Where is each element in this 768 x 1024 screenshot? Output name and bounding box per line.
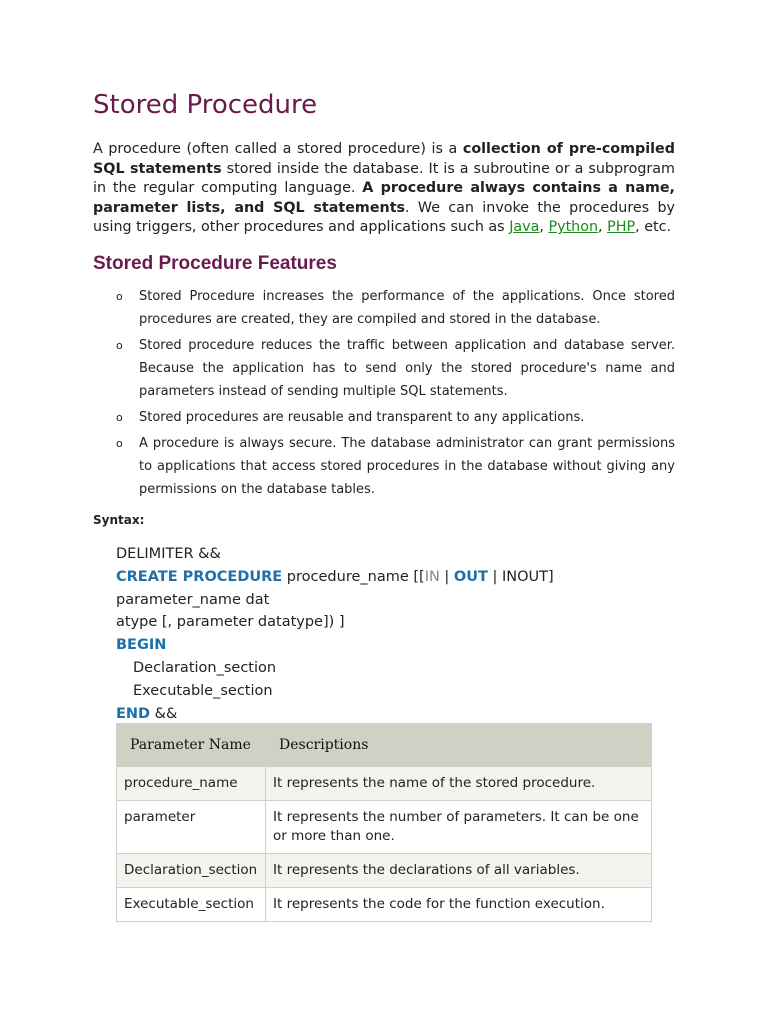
features-heading: Stored Procedure Features [93,253,337,274]
table-cell: It represents the number of parameters. It can be one or more than one. [266,801,652,854]
parameters-table [116,723,652,922]
table-cell: It represents the name of the stored procedure. [266,767,652,801]
page-title: Stored Procedure [93,90,318,120]
list-item [93,432,675,501]
code-text: && [150,705,178,722]
column-header-descriptions: Descriptions [266,724,652,767]
table-cell: procedure_name [117,767,266,801]
table-header-row [117,724,652,767]
table-cell: It represents the code for the function execution. [266,888,652,922]
code-line-declaration: Declaration_section [133,659,277,676]
code-text: procedure_name [[ [282,568,425,585]
list-item [93,334,675,403]
syntax-code-block [116,543,676,725]
feature-text: A procedure is always secure. The database administrator can grant permissions to applications that access stored procedures in the database without giving any permissions on the database tables. [139,436,675,497]
bullet-icon: o [116,411,123,424]
feature-text: Stored procedures are reusable and transparent to any applications. [139,410,585,425]
python-link[interactable]: Python [548,219,599,236]
bullet-icon: o [116,290,123,303]
intro-text-3: . We can invoke the procedures by using triggers, other procedures and applications such as [93,199,675,236]
intro-bold-2: A procedure always contains a name, parameter lists, and SQL statements [93,180,675,216]
intro-sep-2: , [598,219,608,236]
syntax-label: Syntax: [93,513,145,527]
table-cell: It represents the declarations of all variables. [266,854,652,888]
table-row [117,854,652,888]
code-line-end [116,703,676,726]
table-row [117,767,652,801]
table-cell: parameter [117,801,266,854]
list-item [93,406,675,429]
bullet-icon: o [116,339,123,352]
feature-text: Stored Procedure increases the performance of the applications. Once stored procedures are created, they are compiled and stored in the database. [139,289,675,327]
table-cell: Declaration_section [117,854,266,888]
table-cell: Executable_section [117,888,266,922]
end-keyword: END [116,705,151,722]
code-line-datatype: atype [, parameter datatype]) ] [116,614,345,631]
intro-bold-1: collection of pre-compiled SQL statements [93,141,675,177]
intro-text-2: stored inside the database. It is a subroutine or a subprogram in the regular computing language. [93,160,675,197]
code-line-delimiter: DELIMITER && [116,546,221,562]
code-text: | [439,568,454,585]
bullet-icon: o [116,437,123,450]
table-row [117,801,652,854]
code-line-create [116,566,676,612]
code-line-executable: Executable_section [133,682,273,699]
php-link[interactable]: PHP [607,219,636,236]
list-item [93,285,675,331]
intro-text-1: A procedure (often called a stored procedure) is a [93,141,463,157]
code-text: | INOUT] parameter_name dat [116,568,554,608]
create-keyword: CREATE PROCEDURE [116,568,283,585]
table-row [117,888,652,922]
out-keyword: OUT [453,568,488,585]
intro-text-4: , etc. [635,219,672,236]
begin-keyword: BEGIN [116,637,167,654]
column-header-parameter-name: Parameter Name [117,724,266,767]
intro-sep-1: , [539,219,549,236]
features-list [93,285,675,504]
java-link[interactable]: Java [509,219,540,236]
in-keyword: IN [424,568,440,585]
intro-paragraph [93,140,675,238]
feature-text: Stored procedure reduces the traffic between application and database server. Because the application has to send only the stored procedure's name and parameters instead of sending multiple SQL statements. [139,338,675,399]
